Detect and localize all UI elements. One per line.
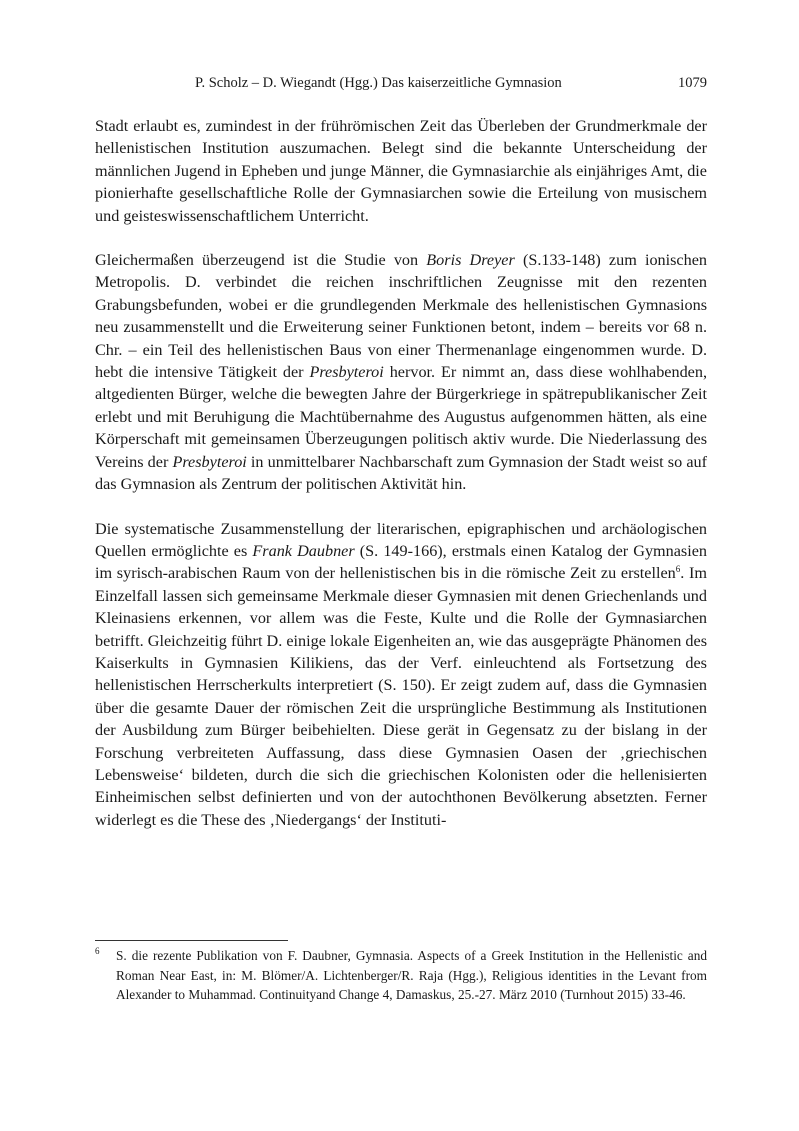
paragraph-text: Die systematische Zusammenstellung der literarischen, epigraphischen und archäologischen Quellen ermöglichte es	[95, 519, 707, 560]
running-head-title: P. Scholz – D. Wiegandt (Hgg.) Das kaiserzeitliche Gymnasion	[195, 75, 562, 91]
footnote-number: 6	[95, 946, 100, 956]
paragraph-text: (S.133-148) zum ionischen Metropolis. D. verbindet die reichen inschriftlichen Zeugnisse mit den rezenten Grabungsbefunden, wobei er die grundlegenden Merkmale des hellenistischen Gymnasions neu zusammenstellt und die Erweiterung seiner Funktionen betont, indem – bereits vor 68 n. Chr. – ein Teil des hellenistischen Baus von einer Thermenanlage eingenommen wurde. D. hebt die intensive Tätigkeit der	[95, 251, 707, 382]
paragraph-text: hervor. Er nimmt an, dass diese wohlhabenden, altgedienten Bürger, welche die bewegten Jahre der Bürgerkriege in spätrepublikanischer Zeit erlebt und mit Beruhigung die Machtübernahme des Augustus aufgenommen hätten, als eine Körperschaft mit gemeinsamen Überzeugungen politisch aktiv wurde. Die Niederlassung des Vereins der	[95, 363, 708, 471]
author-name-dreyer: Boris Dreyer	[426, 251, 515, 270]
term-presbyteroi: Presbyteroi	[309, 363, 384, 382]
paragraph-1	[95, 115, 707, 227]
paragraph-text: Gleichermaßen überzeugend ist die Studie von	[95, 251, 427, 270]
book-page	[95, 0, 707, 1131]
footnote-divider	[95, 940, 288, 941]
paragraph-text: in unmittelbarer Nachbarschaft zum Gymnasion der Stadt weist so auf das Gymnasion als Zentrum der politischen Aktivität hin.	[95, 452, 707, 494]
author-name-daubner: Frank Daubner	[252, 541, 355, 560]
footnote-reference[interactable]: 6	[675, 564, 681, 575]
footnote-text: S. die rezente Publikation von F. Daubner, Gymnasia. Aspects of a Greek Institution in the Hellenistic and Roman Near East, in: M. Blömer/A. Lichtenberger/R. Raja (Hgg.), Religious identities in the Levant from Alexander to Muhammad. Continuityand Change 4, Damaskus, 25.-27. März 2010 (Turnhout 2015) 33-46.	[116, 948, 707, 1003]
paragraph-text: (S. 149-166), erstmals einen Katalog der Gymnasien im syrisch-arabischen Raum von der hellenistischen bis in die römische Zeit zu erstellen	[95, 541, 707, 583]
paragraph-2	[95, 249, 707, 495]
term-presbyteroi: Presbyteroi	[172, 452, 247, 471]
main-text	[95, 115, 707, 831]
running-head	[95, 73, 707, 93]
page-number: 1079	[678, 75, 707, 91]
footnote	[95, 946, 707, 1005]
paragraph-3	[95, 518, 707, 832]
paragraph-text: Stadt erlaubt es, zumindest in der frührömischen Zeit das Überleben der Grundmerkmale der hellenistischen Institution auszumachen. Belegt sind die bekannte Unterscheidung der männlichen Jugend in Epheben und junge Männer, die Gymnasiarchie als einjähriges Amt, die pionierhafte gesellschaftliche Rolle der Gymnasiarchen sowie die Erteilung von musischem und geisteswissenschaftlichem Unterricht.	[95, 117, 707, 225]
paragraph-text: . Im Einzelfall lassen sich gemeinsame Merkmale dieser Gymnasien mit denen Griechenlands und Kleinasiens erkennen, vor allem was die Feste, Kulte und die Rolle der Gymnasiarchen betrifft. Gleichzeitig führt D. einige lokale Eigenheiten an, wie das ausgeprägte Phänomen des Kaiserkults in Gymnasien Kilikiens, das der Verf. einleuchtend als Fortsetzung des hellenistischen Herrscherkults interpretiert (S. 150). Er zeigt zudem auf, dass die Gymnasien über die gesamte Dauer der römischen Zeit die ursprüngliche Bestimmung als Institutionen der Ausbildung zum Bürger beibehielten. Diese gerät in Gegensatz zu der bislang in der Forschung verbreiteten Auffassung, dass diese Gymnasien Oasen der ‚griechischen Lebensweise‘ bildeten, durch die sich die griechischen Kolonisten oder die hellenisierten Einheimischen selbst definierten und von der autochthonen Bevölkerung absetzten. Ferner widerlegt es die These des ‚Niedergangs‘ der Instituti-	[95, 564, 707, 829]
